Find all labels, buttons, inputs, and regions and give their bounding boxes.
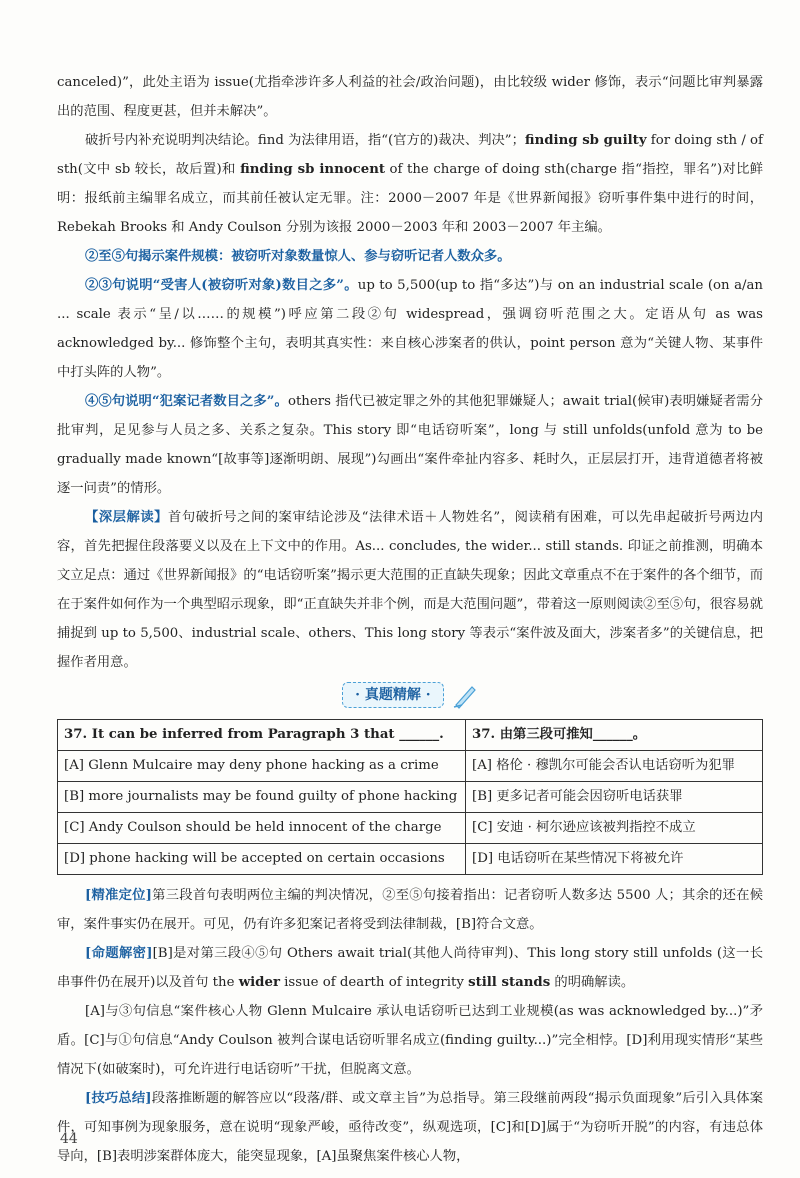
pen-icon bbox=[452, 683, 478, 709]
table-row bbox=[58, 751, 763, 782]
paragraph-distractors: [A]与③句信息“案件核心人物 Glenn Mulcaire 承认电话窃听已达到工业规模(as was acknowledged by...)”矛盾。[C]与①句信息“Andy Coulson 被判合谋电话窃听罪名成立(finding guilty...)”完全相悖。[D]利用现实情形“某些情况下(如破案时)，可允许进行电话窃听”干扰，但脱离文意。 bbox=[57, 1004, 763, 1077]
paragraph-decode bbox=[57, 939, 763, 997]
table-row bbox=[58, 720, 763, 751]
decode-text-e: 的明确解读。 bbox=[550, 975, 635, 990]
p2-text-a: 破折号内补充说明判决结论。find 为法律用语，指“(官方的)裁决、判决”； bbox=[85, 133, 525, 148]
option-b-en: [B] more journalists may be found guilty of phone hacking bbox=[58, 782, 466, 813]
paragraph-1: canceled)”，此处主语为 issue(尤指牵涉许多人利益的社会/政治问题)，由比较级 wider 修饰，表示“问题比审判暴露出的范围、程度更甚，但并未解决”。 bbox=[57, 75, 763, 119]
p4-lead: ④⑤句说明“犯案记者数目之多”。 bbox=[85, 394, 288, 409]
option-a-en: [A] Glenn Mulcaire may deny phone hacking as a crime bbox=[58, 751, 466, 782]
option-c-en: [C] Andy Coulson should be held innocent of the charge bbox=[58, 813, 466, 844]
technique-text: 段落推断题的解答应以“段落/群、或文章主旨”为总指导。第三段继前两段“揭示负面现象”后引入具体案件，可知事例为现象服务，意在说明“现象严峻，亟待改变”，纵观选项，[C]和[D]属于“为窃听开脱”的内容，有违总体导向，[B]表明涉案群体庞大，能突显现象，[A]虽聚焦案件核心人物， bbox=[57, 1091, 763, 1164]
section-heading: ②至⑤句揭示案件规模：被窃听对象数量惊人、参与窃听记者人数众多。 bbox=[85, 249, 511, 264]
option-a-zh: [A] 格伦 · 穆凯尔可能会否认电话窃听为犯罪 bbox=[466, 751, 763, 782]
paragraph-4 bbox=[57, 387, 763, 503]
deep-reading-tag: 【深层解读】 bbox=[85, 510, 168, 525]
paragraph-3 bbox=[57, 271, 763, 387]
precise-location-tag: [精准定位] bbox=[85, 888, 152, 903]
p2-text-e: of the charge of doing sth(charge 指“指控，罪名”)对比鲜明：报纸前主编罪名成立，而其前任被认定无罪。注：2000－2007 年是《世界新闻报》窃听事件集中进行的时间，Rebekah Brooks 和 Andy Coulson 分别为该报 2000－2003 年和 2003－2007 年主编。 bbox=[57, 162, 764, 235]
paragraph-deep-reading bbox=[57, 503, 763, 677]
decode-term-still-stands: still stands bbox=[468, 975, 551, 990]
deep-reading-text: 首句破折号之间的案审结论涉及“法律术语＋人物姓名”，阅读稍有困难，可以先串起破折号两边内容，首先把握住段落要义以及在上下文中的作用。As... concludes, the wider... still stands. 印证之前推测，明确本文立足点：通过《世界新闻报》的“电话窃听案”揭示更大范围的正直缺失现象；因此文章重点不在于案件的各个细节，而在于案件如何作为一个典型昭示现象，即“正直缺失并非个例，而是大范围问题”，带着这一原则阅读②至⑤句，很容易就捕捉到 up to 5,500、industrial scale、others、This long story 等表示“案件波及面大，涉案者多”的关键信息，把握作者用意。 bbox=[57, 510, 763, 670]
banner-wrap bbox=[57, 681, 763, 715]
term-finding-innocent: finding sb innocent bbox=[240, 162, 386, 177]
precise-location-text: 第三段首句表明两位主编的判决情况，②至⑤句接着指出：记者窃听人数多达 5500 人；其余的还在候审，案件事实仍在展开。可见，仍有许多犯案记者将受到法律制裁，[B]符合文意。 bbox=[57, 888, 763, 932]
decode-text-a: [B]是对第三段④⑤句 Others await trial(其他人尚待审判)、This long story still unfolds (这一长串事件仍在展开)以及首句 the bbox=[57, 946, 764, 990]
p3-text: up to 5,500(up to 指“多达”)与 on an industrial scale (on a/an ... scale 表示“呈/以……的规模”)呼应第二段②句 widespread，强调窃听范围之大。定语从句 as was acknowledged by... 修饰整个主句，表明其真实性：来自核心涉案者的供认，point person 意为“关键人物、某事件中打头阵的人物”。 bbox=[57, 278, 763, 380]
technique-tag: [技巧总结] bbox=[85, 1091, 152, 1106]
section-banner: · 真题精解 · bbox=[342, 682, 444, 708]
paragraph-2 bbox=[57, 126, 763, 242]
p3-lead: ②③句说明“受害人(被窃听对象)数目之多”。 bbox=[85, 278, 358, 293]
question-stem-zh: 37. 由第三段可推知______。 bbox=[466, 720, 763, 751]
paragraph-precise-location bbox=[57, 881, 763, 939]
option-c-zh: [C] 安迪 · 柯尔逊应该被判指控不成立 bbox=[466, 813, 763, 844]
p2-text-c: for doing sth / of sth(文中 sb 较长，故后置)和 bbox=[57, 133, 763, 177]
option-d-en: [D] phone hacking will be accepted on certain occasions bbox=[58, 844, 466, 875]
table-row bbox=[58, 813, 763, 844]
page-number: 44 bbox=[60, 1131, 78, 1147]
paragraph-technique bbox=[57, 1084, 763, 1171]
term-finding-guilty: finding sb guilty bbox=[524, 133, 647, 148]
table-row bbox=[58, 782, 763, 813]
content bbox=[57, 68, 763, 1171]
decode-text-c: issue of dearth of integrity bbox=[279, 975, 469, 990]
decode-tag: [命题解密] bbox=[85, 946, 153, 961]
decode-term-wider: wider bbox=[238, 975, 280, 990]
question-stem-en: 37. It can be inferred from Paragraph 3 that ______. bbox=[58, 720, 466, 751]
table-row bbox=[58, 844, 763, 875]
option-b-zh: [B] 更多记者可能会因窃听电话获罪 bbox=[466, 782, 763, 813]
p4-text: others 指代已被定罪之外的其他犯罪嫌疑人；await trial(候审)表明嫌疑者需分批审判，足见参与人员之多、关系之复杂。This story 即“电话窃听案”，long 与 still unfolds(unfold 意为 to be gradually made known“[故事等]逐渐明朗、展现”)勾画出“案件牵扯内容多、耗时久，正层层打开，违背道德者将被逐一问责”的情形。 bbox=[57, 394, 763, 496]
option-d-zh: [D] 电话窃听在某些情况下将被允许 bbox=[466, 844, 763, 875]
question-table bbox=[57, 719, 763, 875]
